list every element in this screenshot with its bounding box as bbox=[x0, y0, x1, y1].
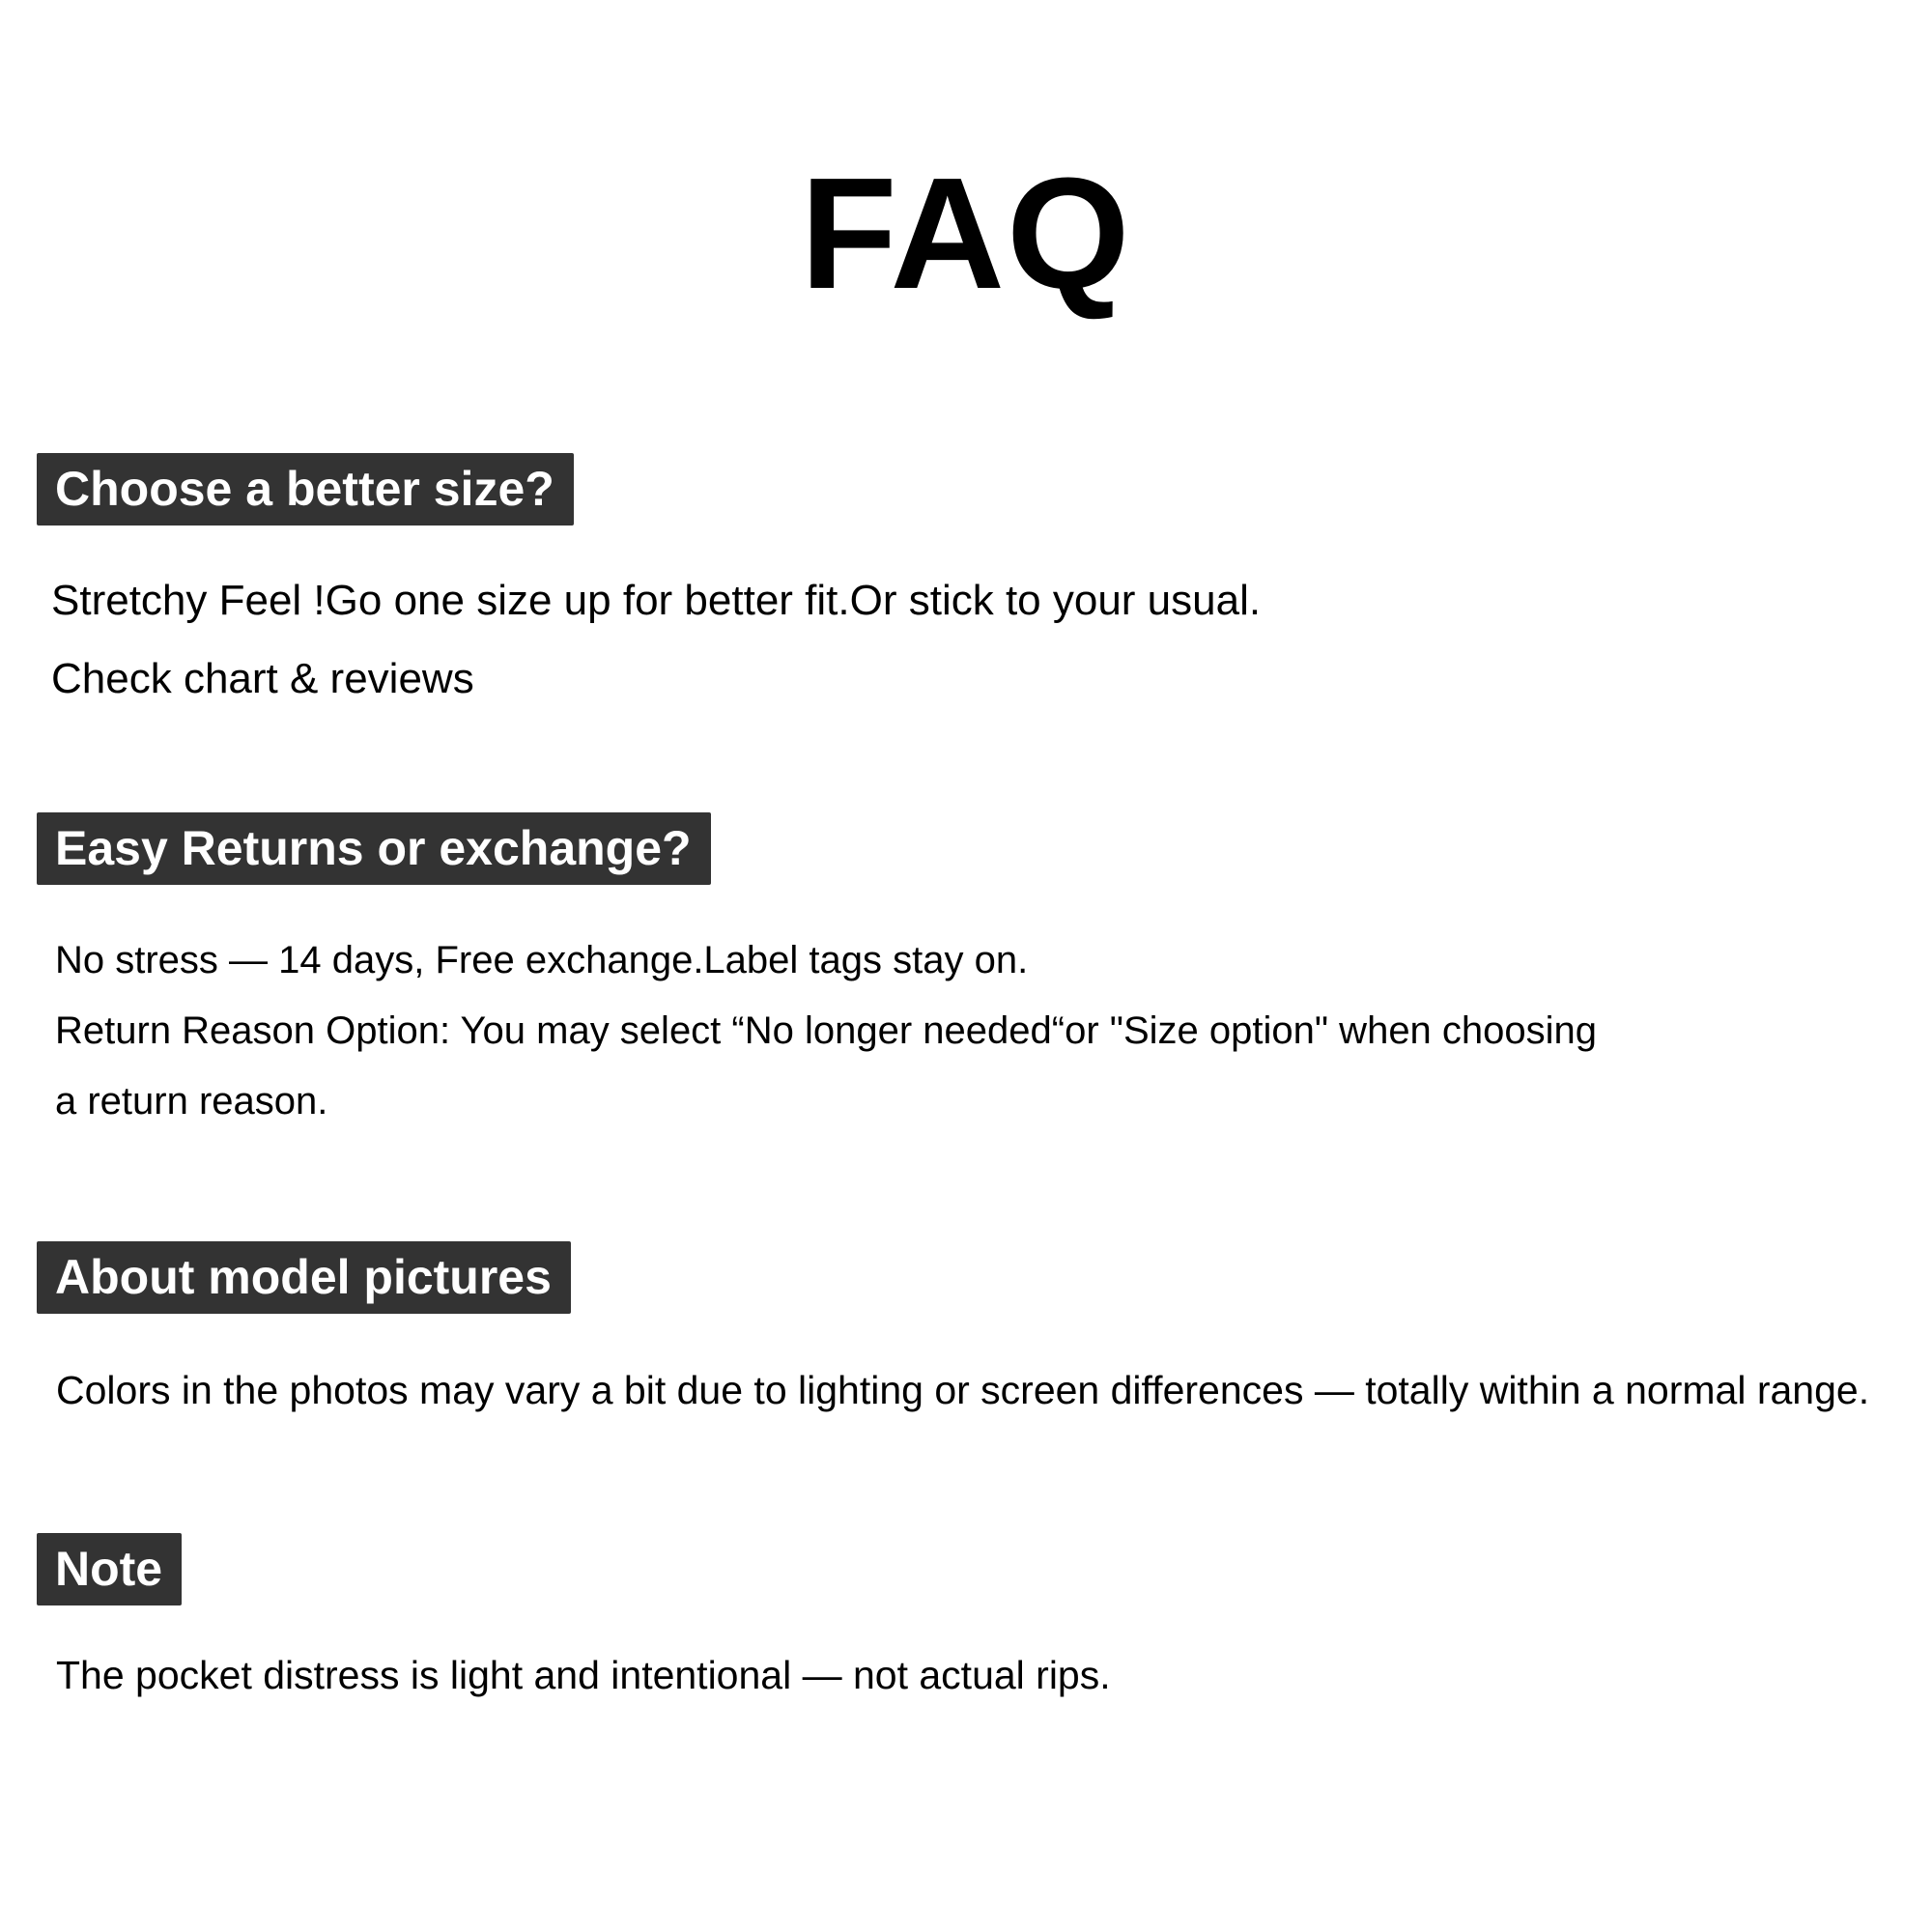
faq-section-note bbox=[37, 1533, 1111, 1697]
faq-section-returns bbox=[37, 812, 1598, 1122]
section-body bbox=[51, 561, 1261, 718]
faq-section-size bbox=[37, 453, 1262, 702]
body-line: Return Reason Option: You may select “No longer needed“or "Size option" when choosing bbox=[55, 1009, 1598, 1052]
body-line: The pocket distress is light and intentional — not actual rips. bbox=[56, 1653, 1111, 1697]
body-line: Colors in the photos may vary a bit due to lighting or screen differences — totally within a normal range. bbox=[56, 1368, 1870, 1412]
section-body bbox=[55, 925, 1597, 1137]
section-heading-badge: Choose a better size? bbox=[37, 453, 574, 526]
body-line: a return reason. bbox=[55, 1080, 328, 1122]
body-line: Stretchy Feel !Go one size up for better fit.Or stick to your usual. bbox=[51, 577, 1262, 624]
section-heading-badge: About model pictures bbox=[37, 1241, 571, 1314]
faq-section-model-pictures bbox=[37, 1241, 1870, 1412]
section-body bbox=[56, 1355, 1869, 1426]
body-line: Check chart & reviews bbox=[51, 655, 474, 702]
page-title: FAQ bbox=[800, 145, 1132, 322]
section-heading-badge: Easy Returns or exchange? bbox=[37, 812, 711, 885]
section-body bbox=[56, 1640, 1111, 1711]
section-heading-badge: Note bbox=[37, 1533, 182, 1605]
body-line: No stress — 14 days, Free exchange.Label tags stay on. bbox=[55, 939, 1029, 981]
